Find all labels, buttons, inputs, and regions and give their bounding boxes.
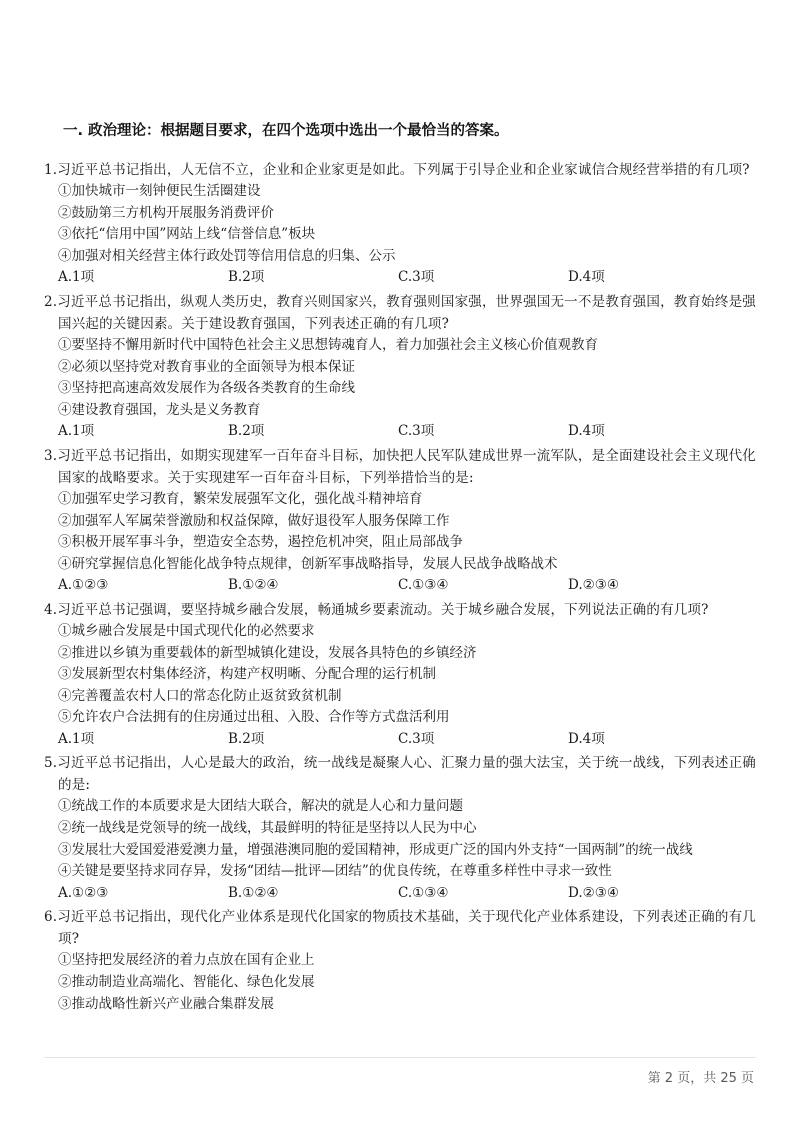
statement-option: ①城乡融合发展是中国式现代化的必然要求 xyxy=(58,622,315,639)
statement-option: ②推动制造业高端化、智能化、绿色化发展 xyxy=(58,974,315,991)
question-stem: 2.习近平总书记指出，纵观人类历史，教育兴则国家兴，教育强则国家强，世界强国无一不是教育强国，教育始终是强国兴起的关键因素。关于建设教育强国，下列表述正确的有几项? xyxy=(44,293,756,332)
statement-option: ④建设教育强国，龙头是义务教育 xyxy=(58,401,261,418)
statement-option: ②鼓励第三方机构开展服务消费评价 xyxy=(58,204,274,221)
answer-choices xyxy=(44,421,756,443)
statement-option: ②统一战线是党领导的统一战线，其最鲜明的特征是坚持以人民为中心 xyxy=(58,820,477,837)
statement-option: ①加强军史学习教育，繁荣发展强军文化，强化战斗精神培育 xyxy=(58,490,423,507)
answer-choice: A.1项 xyxy=(58,730,95,747)
answer-choice: B.2项 xyxy=(228,269,265,286)
statement-option: ②推进以乡镇为重要载体的新型城镇化建设，发展各具特色的乡镇经济 xyxy=(58,644,477,661)
answer-choice: D.4项 xyxy=(568,730,605,747)
page-number: 第 2 页，共 25 页 xyxy=(647,1071,754,1086)
statement-option: ④研究掌握信息化智能化战争特点规律，创新军事战略指导，发展人民战争战略战术 xyxy=(58,555,558,572)
answer-choice: C.3项 xyxy=(398,269,435,286)
answer-choice: B.①②④ xyxy=(228,884,279,901)
statement-option: ③发展新型农村集体经济，构建产权明晰、分配合理的运行机制 xyxy=(58,666,436,683)
statement-option: ①要坚持不懈用新时代中国特色社会主义思想铸魂育人，着力加强社会主义核心价值观教育 xyxy=(58,336,598,353)
question-stem: 4.习近平总书记强调，要坚持城乡融合发展，畅通城乡要素流动。关于城乡融合发展，下列说法正确的有几项? xyxy=(44,601,709,618)
footer-divider xyxy=(44,1057,756,1058)
statement-option: ④关键是要坚持求同存异，发扬“团结—批评—团结”的优良传统，在尊重多样性中寻求一致性 xyxy=(58,863,612,880)
answer-choices xyxy=(44,575,756,597)
statement-option: ④加强对相关经营主体行政处罚等信用信息的归集、公示 xyxy=(58,247,396,264)
question-1 xyxy=(44,159,756,289)
answer-choice: A.①②③ xyxy=(58,577,109,594)
question-2 xyxy=(44,291,756,443)
section-title: 一. 政治理论：根据题目要求，在四个选项中选出一个最恰当的答案。 xyxy=(63,123,509,139)
question-5 xyxy=(44,752,756,904)
statement-option: ③依托“信用中国”网站上线“信誉信息”板块 xyxy=(58,226,316,243)
answer-choice: A.1项 xyxy=(58,423,95,440)
question-stem: 1.习近平总书记指出，人无信不立，企业和企业家更是如此。下列属于引导企业和企业家诚信合规经营举措的有几项? xyxy=(44,162,750,178)
answer-choice: A.①②③ xyxy=(58,884,109,901)
question-4 xyxy=(44,599,756,751)
answer-choice: D.4项 xyxy=(568,269,605,286)
statement-option: ①加快城市一刻钟便民生活圈建设 xyxy=(58,183,261,199)
answer-choices xyxy=(44,883,756,905)
statement-option: ①统战工作的本质要求是大团结大联合，解决的就是人心和力量问题 xyxy=(58,798,463,815)
statement-option: ④完善覆盖农村人口的常态化防止返贫致贫机制 xyxy=(58,687,342,704)
statement-option: ③发展壮大爱国爱港爱澳力量，增强港澳同胞的爱国精神，形成更广泛的国内外支持“一国两制”的统一战线 xyxy=(58,841,693,858)
question-3 xyxy=(44,445,756,597)
answer-choice: B.①②④ xyxy=(228,577,279,594)
statement-option: ③推动战略性新兴产业融合集群发展 xyxy=(58,995,274,1012)
answer-choices xyxy=(44,267,756,289)
answer-choice: C.3项 xyxy=(398,730,435,747)
answer-choice: B.2项 xyxy=(228,730,265,747)
statement-option: ③积极开展军事斗争，塑造安全态势，遏控危机冲突，阻止局部战争 xyxy=(58,534,463,551)
question-stem: 3.习近平总书记指出，如期实现建军一百年奋斗目标，加快把人民军队建成世界一流军队，是全面建设社会主义现代化国家的战略要求。关于实现建军一百年奋斗目标，下列举措恰当的是: xyxy=(44,447,756,486)
question-6 xyxy=(44,906,756,1015)
answer-choices xyxy=(44,729,756,751)
answer-choice: C.①③④ xyxy=(398,884,449,901)
question-stem: 5.习近平总书记指出，人心是最大的政治，统一战线是凝聚人心、汇聚力量的强大法宝，关于统一战线，下列表述正确的是: xyxy=(44,755,756,794)
statement-option: ①坚持把发展经济的着力点放在国有企业上 xyxy=(58,952,315,969)
answer-choice: B.2项 xyxy=(228,423,265,440)
answer-choice: D.4项 xyxy=(568,423,605,440)
question-stem: 6.习近平总书记指出，现代化产业体系是现代化国家的物质技术基础，关于现代化产业体系建设，下列表述正确的有几项? xyxy=(44,909,756,948)
answer-choice: A.1项 xyxy=(58,269,95,286)
answer-choice: C.3项 xyxy=(398,423,435,440)
statement-option: ②加强军人军属荣誉激励和权益保障，做好退役军人服务保障工作 xyxy=(58,512,450,529)
statement-option: ③坚持把高速高效发展作为各级各类教育的生命线 xyxy=(58,380,355,397)
answer-choice: C.①③④ xyxy=(398,577,449,594)
statement-option: ②必须以坚持党对教育事业的全面领导为根本保证 xyxy=(58,358,355,375)
question-list xyxy=(44,159,756,1017)
answer-choice: D.②③④ xyxy=(568,884,619,901)
answer-choice: D.②③④ xyxy=(568,577,619,594)
statement-option: ⑤允许农户合法拥有的住房通过出租、入股、合作等方式盘活利用 xyxy=(58,709,450,726)
